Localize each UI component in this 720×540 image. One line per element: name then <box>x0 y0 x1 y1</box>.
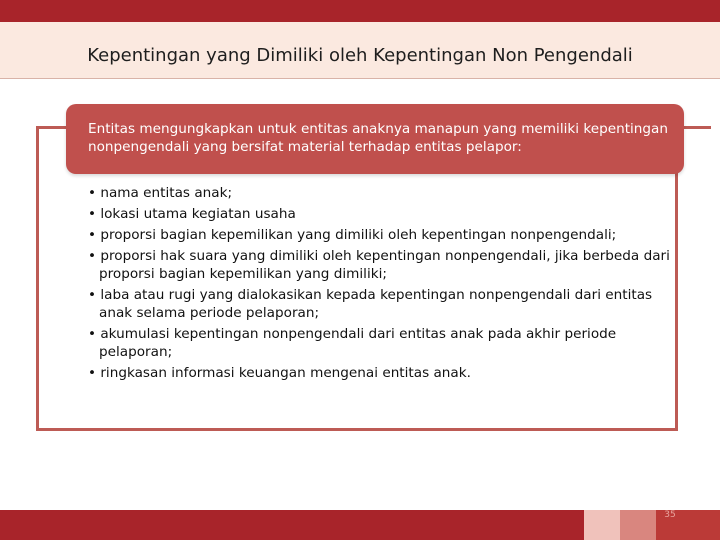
slide-title: Kepentingan yang Dimiliki oleh Kepentingan Non Pengendali <box>87 45 633 66</box>
page-number: 35 <box>664 510 676 520</box>
footer-swatch-medium <box>620 510 656 540</box>
bottom-accent-band <box>0 510 584 540</box>
top-accent-band <box>0 0 720 22</box>
list-item: • proporsi bagian kepemilikan yang dimiliki oleh kepentingan nonpengendali; <box>88 226 678 244</box>
list-item: • akumulasi kepentingan nonpengendali dari entitas anak pada akhir periode pelaporan; <box>88 325 678 361</box>
list-item: • lokasi utama kegiatan usaha <box>88 205 678 223</box>
list-item: • ringkasan informasi keuangan mengenai entitas anak. <box>88 364 678 382</box>
list-item: • laba atau rugi yang dialokasikan kepada kepentingan nonpengendali dari entitas anak selama periode pelaporan; <box>88 286 678 322</box>
frame-top-right-edge <box>680 126 711 129</box>
intro-text: Entitas mengungkapkan untuk entitas anaknya manapun yang memiliki kepentingan nonpengendali yang bersifat material terhadap entitas pelapor: <box>88 121 668 155</box>
list-item: • proporsi hak suara yang dimiliki oleh kepentingan nonpengendali, jika berbeda dari proporsi bagian kepemilikan yang dimiliki; <box>88 247 678 283</box>
footer-swatch-light <box>584 510 620 540</box>
disclosure-list <box>88 184 678 385</box>
list-item: • nama entitas anak; <box>88 184 678 202</box>
